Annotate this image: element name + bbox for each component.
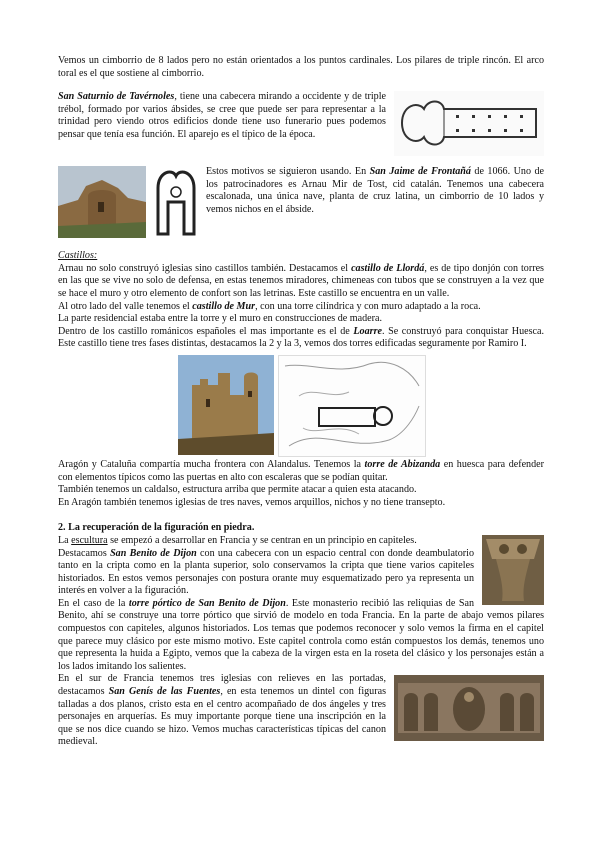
capital-drawing [482,535,544,605]
paragraph-escultura: La escultura se empezó a desarrollar en Francia y se centran en un principio en capiteles. [58,534,417,546]
historiated-capital-photo [482,535,544,605]
section-2-heading: 2. La recuperación de la figuración en piedra. [58,522,255,534]
paragraph-loarre: Dentro de los castillo románicos españoles el mas importante es el de Loarre. Se construyó para conquistar Huesca. Este castillo tiene tres fases distintas, destacamos la 2 y la 3, vemos dos torres edificadas seguramente por Ramiro I. [58,325,545,350]
paragraph-san-genis: En el sur de Francia tenemos tres iglesias con relieves en las portadas, destacamos San Genís de las Fuentes, en esta tenemos un dintel con figuras talladas a dos planos, cristo esta en el centro acompañado de dos ángeles y tres personajes en arquerías. Es muy importante porque tiene una inscripción en la que se nos dice cuando se hizo. Vemos muchas características típicas del canon medieval. [58,673,386,748]
paragraph-mur: Al otro lado del valle tenemos el castillo de Mur, con una torre cilíndrica y con muro adaptado a la roca. [58,300,481,312]
lintel-relief-photo [394,675,544,741]
frontana-name: San Jaime de Frontañá [369,166,471,178]
frontana-church-photo [58,166,146,238]
tavernoles-floor-plan-image [394,91,544,156]
castle-photo-drawing [178,355,274,455]
paragraph-tavernoles: San Saturnio de Tavérnoles, tiene una cabecera mirando a occidente y de triple trébol, formado por varios ábsides, se cree que puede ser para representar a la trinidad pero viendo otros edificios donde tiene uso funerario pues podemos pensar que tenía esa función. El aparejo es el típico de la época. [58,91,386,140]
cross-plan-drawing [148,166,204,238]
castillos-heading: Castillos: [58,250,98,262]
paragraph-torre-portico: En el caso de la torre pórtico de San Benito de Dijon. Este monasterio recibió las reliquias de San Benito, ahí se construye una torre pórtico que sirvió de modelo en toda Francia. En la parte de abajo vemos pilares compuestos con capiteles, algunos historiados. Los temas que podemos reconocer y solo vemos la firma en el capitel que parece muy clásico por este mismo motivo. Este capitel controla como están compuestos los demás, tenemos uno que representa la huida a Egipto, vemos que la cabeza de la virgen esta en la roseta del clásico y los personajes están a los lados imitando los salientes. [58,597,544,672]
lintel-drawing [394,675,544,741]
paragraph-residencial: La parte residencial estaba entre la torre y el muro en construcciones de madera. [58,313,382,325]
castle-plan-drawing [279,356,425,456]
paragraph-llorda: Arnau no solo construyó iglesias sino castillos también. Destacamos el castillo de Llordá, es de tipo donjón con torres en las que se vive no solo de defensa, en estas tenemos miradores, chimeneas con tubos que se construyen a la vez que se hace el muro y otro elemento de confort son las letrinas. Este castillo se encuentra en un valle. [58,262,544,299]
loarre-castle-plan-image [278,355,426,457]
floor-plan-drawing [394,91,544,156]
church-photo-drawing [58,166,146,238]
paragraph-aragon-iglesias: En Aragón también tenemos iglesias de tres naves, vemos arquillos, nichos y no tiene transepto. [58,496,446,508]
loarre-castle-photo [178,355,274,455]
paragraph-caldalso: También tenemos un caldalso, estructura arriba que permite atacar a quien esta atacando. [58,484,417,496]
tavernoles-name: San Saturnio de Tavérnoles [58,91,175,103]
paragraph-dijon: Destacamos San Benito de Dijon con una cabecera con un espacio central con donde deambulatorio tanto en la cripta como en la planta superior, solo conservamos la cripta que tiene varios capiteles historiados. En estos vemos personajes con postura orante muy esquematizado pero ya representa un interés en volver a la figuración. [58,547,474,597]
castle-figures [178,355,544,455]
document-page [58,55,544,749]
paragraph-cimborrio: Vemos un cimborrio de 8 lados pero no están orientados a los puntos cardinales. Los pilares de triple rincón. El arco toral es el que sostiene al cimborrio. [58,55,544,79]
paragraph-abizanda: Aragón y Cataluña compartía mucha frontera con Alandalus. Tenemos la torre de Abizanda en huesca para defender con elementos típicos como las puertas en alto con escaleras que se podían quitar. [58,458,544,483]
paragraph-frontana: Estos motivos se siguieron usando. En San Jaime de Frontañá de 1066. Uno de los patrocinadores es Arnau Mir de Tost, cid catalán. Tenemos una cabecera escalonada, una única nave, planta de cruz latina, un cimborrio de 10 lados y vemos nichos en el ábside. [206,166,544,215]
frontana-floor-plan-image [148,166,204,238]
